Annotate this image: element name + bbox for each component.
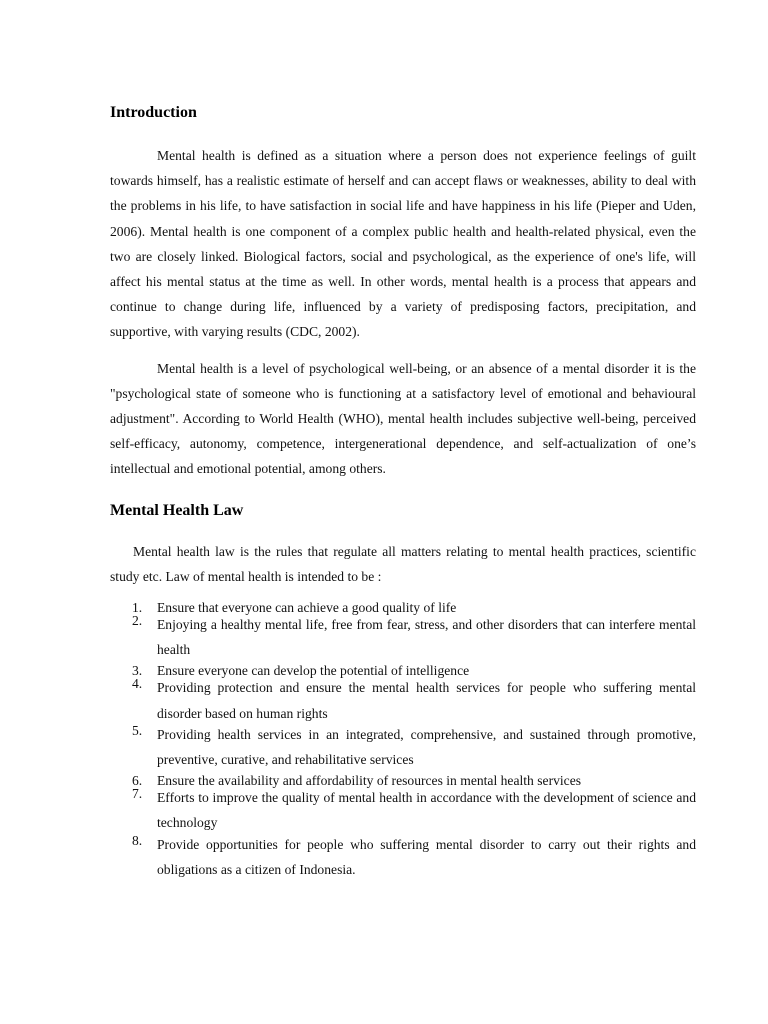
law-intro-paragraph: Mental health law is the rules that regulate all matters relating to mental health practices, scientific study etc. Law of mental health is intended to be : xyxy=(110,543,696,584)
list-item-number: 6. xyxy=(132,773,143,789)
list-item-text: Efforts to improve the quality of mental health in accordance with the development of science and technology xyxy=(157,790,696,831)
list-item-number: 5. xyxy=(132,722,143,738)
list-item-number: 3. xyxy=(132,663,143,679)
list-item-text: Ensure that everyone can achieve a good quality of life xyxy=(157,600,457,616)
document-page xyxy=(110,100,696,882)
list-item-text: Enjoying a healthy mental life, free from fear, stress, and other disorders that can interfere mental health xyxy=(157,617,696,658)
list-item-number: 2. xyxy=(132,613,143,629)
list-item-number: 1. xyxy=(132,600,143,616)
mental-health-law-heading: Mental Health Law xyxy=(110,501,244,519)
law-purposes-list xyxy=(110,599,696,882)
list-item-text: Ensure the availability and affordability of resources in mental health services xyxy=(157,773,582,789)
list-item-number: 7. xyxy=(132,786,143,802)
list-item-text: Provide opportunities for people who suffering mental disorder to carry out their rights and obligations as a citizen of Indonesia. xyxy=(157,836,696,877)
introduction-heading: Introduction xyxy=(110,104,197,121)
list-item xyxy=(110,785,696,835)
list-item xyxy=(110,722,696,772)
list-item xyxy=(110,675,696,725)
list-item xyxy=(110,832,696,882)
list-item-text: Providing protection and ensure the mental health services for people who suffering mental disorder based on human rights xyxy=(157,680,696,721)
list-item-text: Ensure everyone can develop the potential of intelligence xyxy=(157,663,470,679)
list-item-text: Providing health services in an integrated, comprehensive, and sustained through promotive, preventive, curative, and rehabilitative services xyxy=(157,726,696,768)
list-item-number: 4. xyxy=(132,676,143,692)
list-item-number: 8. xyxy=(132,832,143,848)
introduction-paragraph-2: Mental health is a level of psychological well-being, or an absence of a mental disorder it is the "psychological state of someone who is functioning at a satisfactory level of emotional and behavioural adjustment". According to World Health (WHO), mental health includes subjective well-being, perceived self-efficacy, autonomy, competence, intergenerational dependence, and self-actualization of one’s intellectual and emotional potential, among others. xyxy=(110,360,696,477)
introduction-paragraph-1: Mental health is defined as a situation where a person does not experience feelings of guilt towards himself, has a realistic estimate of herself and can accept flaws or weaknesses, ability to deal with the problems in his life, to have satisfaction in social life and have happiness in his life (Pieper and Uden, 2006). Mental health is one component of a complex public health and health-related physical, even the two are closely linked. Biological factors, social and psychological, as the experience of one's life, will affect his mental status at the time as well. In other words, mental health is a process that appears and continue to change during life, influenced by a variety of predisposing factors, precipitation, and supportive, with varying results (CDC, 2002). xyxy=(110,148,696,340)
list-item xyxy=(110,612,696,662)
